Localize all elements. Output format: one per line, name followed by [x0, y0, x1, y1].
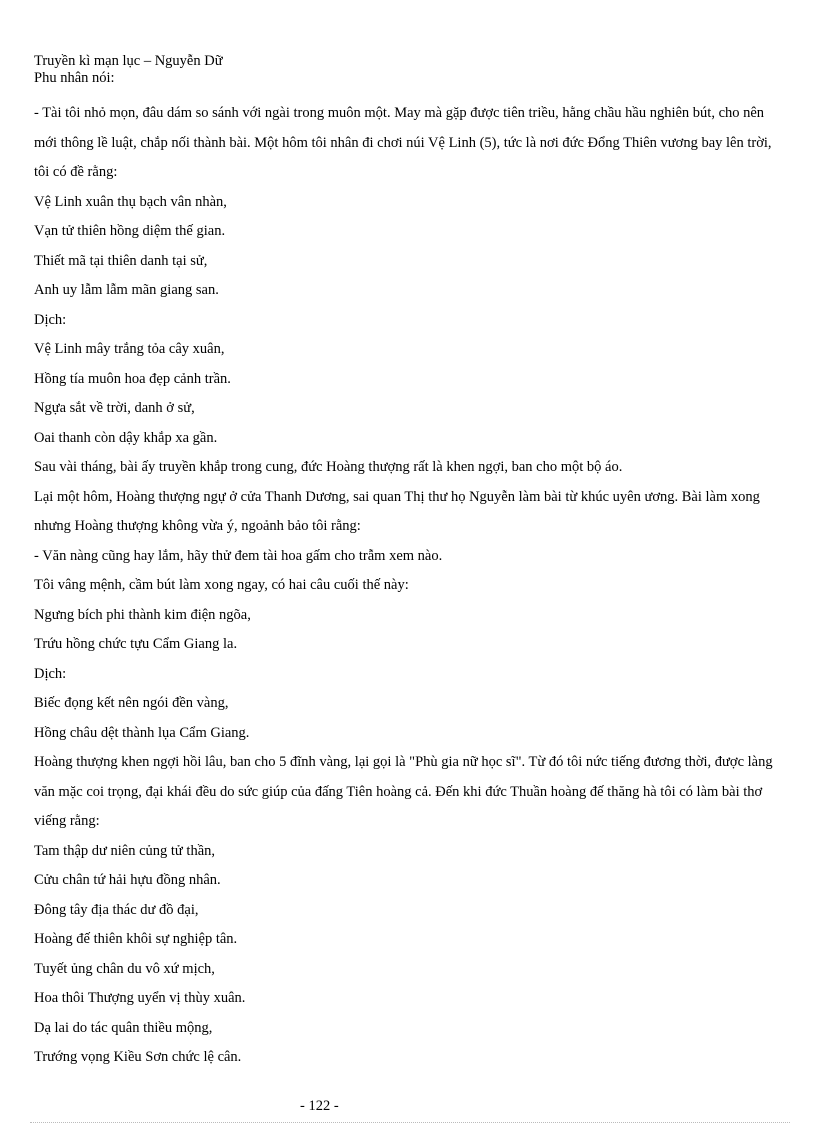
paragraph: - Văn nàng cũng hay lắm, hãy thử đem tài hoa gấm cho trẫm xem nào.: [34, 547, 443, 564]
paragraph: Trướng vọng Kiều Sơn chức lệ cân.: [34, 1049, 242, 1065]
paragraph: Sau vài tháng, bài ấy truyền khắp trong cung, đức Hoàng thượng rất là khen ngợi, ban cho một bộ áo.: [34, 459, 623, 475]
paragraph: Hồng châu dệt thành lụa Cẩm Giang.: [34, 724, 250, 741]
document-body: [34, 99, 782, 1073]
paragraph: Hồng tía muôn hoa đẹp cảnh trần.: [34, 370, 231, 387]
paragraph: Vạn tử thiên hồng diệm thế gian.: [34, 223, 226, 239]
paragraph: Hoa thôi Thượng uyển vị thùy xuân.: [34, 990, 246, 1006]
paragraph: Hoàng thượng khen ngợi hồi lâu, ban cho 5 đĩnh vàng, lại gọi là "Phù gia nữ học sĩ". Từ đó tôi nức tiếng đương thời, được làng văn mặc coi trọng, đại khái đều do sức giúp của đấng Tiên hoàng cả. Đến khi đức Thuần hoàng đế thăng hà tôi có làm bài thơ viếng rằng:: [34, 754, 773, 829]
paragraph: Dịch:: [34, 311, 67, 328]
paragraph: Biếc đọng kết nên ngói đền vàng,: [34, 695, 229, 711]
paragraph: Trứu hồng chức tựu Cẩm Giang la.: [34, 636, 238, 652]
paragraph: Tuyết ủng chân du vô xứ mịch,: [34, 960, 215, 977]
paragraph: Hoàng đế thiên khôi sự nghiệp tân.: [34, 931, 238, 947]
paragraph: Ngưng bích phi thành kim điện ngõa,: [34, 606, 251, 623]
paragraph: Vệ Linh xuân thụ bạch vân nhàn,: [34, 193, 227, 210]
paragraph: Oai thanh còn dậy khắp xa gần.: [34, 429, 218, 446]
paragraph: Cửu chân tứ hải hựu đồng nhân.: [34, 872, 221, 888]
running-title: Truyền kì mạn lục – Nguyễn Dữ: [34, 53, 223, 69]
paragraph: Anh uy lẫm lẫm mãn giang san.: [34, 282, 219, 298]
paragraph: Dịch:: [34, 665, 67, 682]
paragraph: Thiết mã tại thiên danh tại sử,: [34, 252, 208, 269]
paragraph: Đông tây địa thác dư đồ đại,: [34, 901, 199, 918]
page-number: - 122 -: [300, 1098, 339, 1114]
page-header: [34, 53, 223, 87]
paragraph: Vệ Linh mây trắng tỏa cây xuân,: [34, 341, 225, 357]
paragraph: Dạ lai do tác quân thiều mộng,: [34, 1019, 213, 1036]
paragraph: Tam thập dư niên củng tử thần,: [34, 842, 216, 859]
paragraph: - Tài tôi nhỏ mọn, đâu dám so sánh với ngài trong muôn một. May mà gặp được tiên triều, hằng chầu hầu nghiên bút, cho nên mới thông lề luật, chắp nối thành bài. Một hôm tôi nhân đi chơi núi Vệ Linh (5), tức là nơi đức Đổng Thiên vương bay lên trời, tôi có đề rằng:: [34, 105, 772, 180]
speaker-line: Phu nhân nói:: [34, 70, 115, 86]
paragraph: Ngựa sắt về trời, danh ở sử,: [34, 400, 195, 416]
paragraph: Lại một hôm, Hoàng thượng ngự ở cửa Thanh Dương, sai quan Thị thư họ Nguyễn làm bài từ khúc uyên ương. Bài làm xong nhưng Hoàng thượng không vừa ý, ngoảnh bảo tôi rằng:: [34, 488, 760, 534]
paragraph: Tôi vâng mệnh, cầm bút làm xong ngay, có hai câu cuối thế này:: [34, 577, 409, 593]
